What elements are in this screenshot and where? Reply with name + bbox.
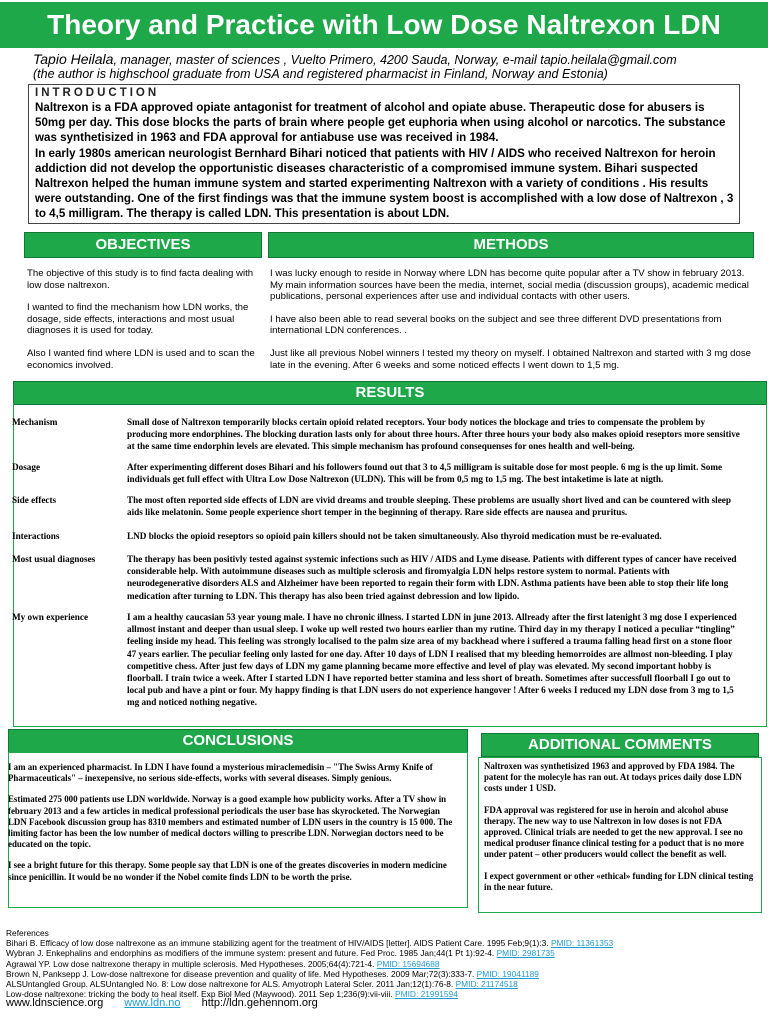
introduction-text [35,100,735,222]
author-details: , manager, master of sciences , Vuelto Primero, 4200 Sauda, Norway, e-mail tapio.heilala@gmail.com [113,53,677,67]
objectives-paragraph: I wanted to find the mechanism how LDN works, the dosage, side effects, interactions and most usual diagnoses it is used for today. [27,302,249,337]
objectives-paragraph: Also I wanted find where LDN is used and to scan the economics involved. [27,347,255,371]
pmid-link[interactable]: PMID: 21174518 [455,979,518,990]
conclusions-paragraph: Estimated 275 000 patients use LDN worldwide. Norway is a good example how publicity works. After a TV show in february 2013 and a few articles in medical professional periodicals the user base has skyrocketed. The Norwegian LDN Facebook discussion group has 8310 members and estimated number of LDN users in the country is 15 000. The limiting factor has been the low number of medical doctors willing to prescribe LDN. Norwegian doctors need to be educated on the topic. [8,794,453,850]
reference-item [6,938,766,948]
pmid-link[interactable]: PMID: 11361353 [550,938,614,949]
results-label: My own experience [12,612,89,622]
conclusions-paragraph: I see a bright future for this therapy. Some people say that LDN is one of the greates discoveries in modern medicine since penicillin. It would be no wonder if the Nobel comite finds LDN to be worth the prise. [8,860,447,882]
results-label: Mechanism [12,417,58,427]
conclusions-text [8,762,453,893]
additional-paragraph: I expect government or other «ethical» funding for LDN clinical testing in the near future. [484,870,754,892]
methods-text [270,268,755,382]
pmid-link[interactable]: PMID: 21991594 [395,989,458,1000]
results-label: Side effects [12,495,57,505]
methods-paragraph: I was lucky enough to reside in Norway where LDN has become quite popular after a TV show in february 2013. My main information sources have been the media, internet, social media (discussion groups), academic medical publications, personal experiences after use and individual contacts with other users. [270,268,749,303]
results-heading: RESULTS [13,381,767,405]
reference-item [6,979,766,989]
ldnscience-link[interactable]: www.ldnscience.org [6,997,104,1009]
results-text: I am a healthy caucasian 53 year young male. I have no chronic illness. I started LDN in june 2013. Allready after the first latenight 3 mg dose I experienced allmost instant and deeper than usual sleep. I woke up well rested two hours earlier than my rutine. Third day in my therapy I noticed a peculiar “tingling” feeling inside my head. This feeling was strongly localised to the palm size area of my backhead where i suffered a trauma falling head first on a stone floor 47 years earlier. The peculiar feeling only lasted for one day. After 10 days of LDN I realised that my bleeding hemorroides are allmost non-bleeding. I play competitive chess. After just few days of LDN my game planning became more effective and level of play was elevated. My second important hobby is floorball. I train twice a week. After I started LDN I have reported better stamina and less short of breath. Sometimes after successfull floorball I go out to local pub and have a pint or four. My happy finding is that LDN users do not experience hangover ! After 6 weeks I reduced my LDN dose from 3 mg to 1,5 mg and noticed nothing negative. [127,612,737,708]
conclusions-heading: CONCLUSIONS [8,729,468,753]
methods-paragraph: I have also been able to read several books on the subject and see three different DVD presentations from international LDN conferences. . [270,313,722,337]
poster-title: Theory and Practice with Low Dose Naltrexon LDN [0,2,768,48]
introduction-paragraph: In early 1980s american neurologist Bernhard Bihari noticed that patients with HIV / AIDS who received Naltrexon for heroin addiction did not develop the opportunistic diseases characteristic of a compromised immune system. Bihari suspected Naltrexon helped the human immune system and started experimenting Naltrexon with a variety of conditions . His results were outstanding. One of the first findings was that the immune system boost is accomplished with a low dose of Naltrexon , 3 to 4,5 milligram. The therapy is called LDN. This presentation is about LDN. [35,146,734,221]
additional-comments-heading: ADDITIONAL COMMENTS [481,733,759,757]
additional-paragraph: Naltroxen was synthetisized 1963 and approved by FDA 1984. The patent for the molecyle has ran out. At todays prices daily dose LDN costs under 1 USD. [484,761,742,794]
results-label: Dosage [12,462,41,472]
introduction-paragraph: Naltrexon is a FDA approved opiate antagonist for treatment of alcohol and opiate abuse. Therapeutic dose for abusers is 50mg per day. This dose blocks the parts of brain where people get euphoria when using alcohol or narcotics. The substance was synthetisized in 1963 and FDA approval for antiabuse use was received in 1984. [35,101,726,145]
gehennom-link[interactable]: http://ldn.gehennom.org [201,997,318,1009]
reference-text: Brown N, Panksepp J. Low-dose naltrexone for disease prevention and quality of life. Med Hypotheses. 2009 Mar;72(3):333-7. [6,968,477,979]
results-text: LND blocks the opioid reseptors so opioid pain killers should not be taken simultaneously. Also thyroid medication must be re-evaluated. [127,531,662,541]
references [6,928,766,999]
objectives-heading: OBJECTIVES [24,232,262,258]
introduction-heading: INTRODUCTION [35,87,160,99]
methods-heading: METHODS [268,232,754,258]
additional-comments-text [484,761,756,903]
reference-item [6,969,766,979]
results-label: Most usual diagnoses [12,554,96,564]
references-heading: References [6,928,49,938]
conclusions-paragraph: I am an experienced pharmacist. In LDN I have found a mysterious miraclemedisin – "The Swiss Army Knife of Pharmaceuticals" – inexepensive, no serious side-effects, works with several diseases. Simply genious. [8,762,433,784]
website-links [6,997,336,1009]
objectives-text [27,268,265,382]
reference-item [6,959,766,969]
objectives-paragraph: The objective of this study is to find facta dealing with low dose naltrexon. [27,268,254,291]
additional-paragraph: FDA approval was registered for use in heroin and alcohol abuse therapy. The new way to use Naltrexon in low doses is not FDA approved. Clinical trials are needed to get the new approval. I see no medical produser finance clinical testing for a poduct that is no more under patent – other producers would collect the benefit as well. [484,804,744,860]
author-name: Tapio Heilala [33,51,114,67]
reference-text: Wybran J. Enkephalins and endorphins as modifiers of the immune system: present and future. Fed Proc. 1985 Jan;44(1 Pt 1):92-4. [6,948,497,959]
pmid-link[interactable]: PMID: 15694688 [376,958,440,969]
pmid-link[interactable]: PMID: 19041189 [476,968,539,979]
ldn-no-link[interactable]: www.ldn.no [124,997,181,1009]
reference-text: ALSUntangled Group. ALSUntangled No. 8: Low dose naltrexone for ALS. Amyotroph Lateral Scler. 2011 Jan;12(1):76-8. [6,979,456,990]
results-label: Interactions [12,531,60,541]
introduction-box [28,84,740,224]
author-credentials: (the author is highschool graduate from USA and registered pharmacist in Finland, Norway and Estonia) [33,67,608,81]
results-text: Small dose of Naltrexon temporarily blocks certain opioid related receptors. Your body notices the blockage and tries to compensate the problem by producing more endorphines. The blocking duration lasts only for about three hours. After three hours your body also makes opioid reseptors more sensitive at the same time endorphin levels are elevated. This simple mechanism has profound consequenses for ones health and well-being. [127,417,740,452]
results-text: The most often reported side effects of LDN are vivid dreams and trouble sleeping. These problems are usually short lived and can be countered with sleep aids like melatonin. Some people experience short temper in the beginning of therapy. Rare side effects are nausea and pruritus. [127,495,731,518]
methods-paragraph: Just like all previous Nobel winners I tested my theory on myself. I obtained Naltrexon and started with 3 mg dose late in the evening. After 6 weeks and some noticed effects I went down to 1,5 mg. [270,347,751,371]
reference-text: Low-dose naltrexone: tricking the body to heal itself. Exp Biol Med (Maywood). 2011 Sep 1;236(9):vii-viii. [6,989,396,1000]
reference-item [6,948,766,958]
results-text: After experimenting different doses Bihari and his followers found out that 3 to 4,5 milligram is suitable dose for most people. 6 mg is the up limit. Some individuals get full effect with Ultra Low Dose Naltrexon (ULDN). This will be from 0,5 mg to 1,5 mg. The best intaketime is late at nigth. [127,462,723,485]
reference-text: Bihari B. Efficacy of low dose naltrexone as an immune stabilizing agent for the treatment of HIV/AIDS [letter]. AIDS Patient Care. 1995 Feb;9(1):3. [6,938,551,949]
results-text: The therapy has been positivly tested against systemic infections such as HIV / AIDS and Lyme disease. Patients with different types of cancer have received considerable help. With autoimmune diseases such as multiple sclerosis and firomyalgia LDN helps restore system to normal. Patients with neurodegenerative disorders ALS and Alzheimer have been reported to regain their form with LDN. Asthma patients have been able to stop their life long medication after turning to LDN. This therapy has also been tried against debression and low lipido. [127,554,737,601]
reference-text: Agrawal YP. Low dose naltrexone therapy in multiple sclerosis. Med Hypotheses. 2005;64(4):721-4. [6,958,377,969]
pmid-link[interactable]: PMID: 2981735 [496,948,555,959]
author-block [33,52,753,81]
